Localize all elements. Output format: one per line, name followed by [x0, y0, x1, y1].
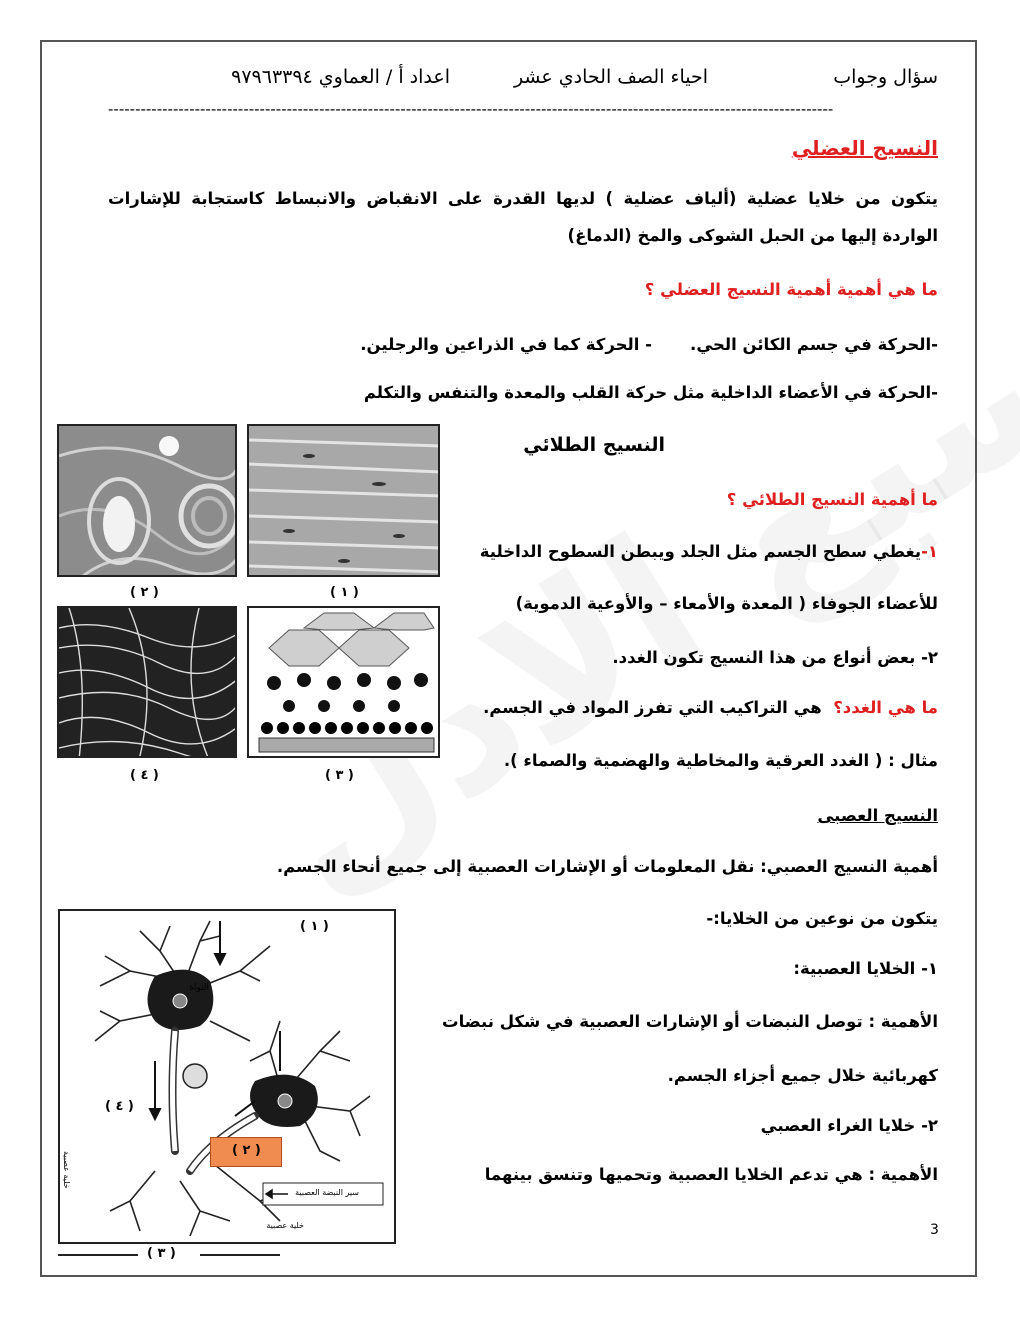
muscle-line2: الواردة إليها من الحبل الشوكى والمخ (الدماغ)	[567, 226, 938, 245]
muscle-tissue-drawing	[249, 426, 440, 577]
page-number: 3	[930, 1222, 939, 1238]
epithelial-point1-number: ١-	[921, 542, 938, 561]
neuron-label-1: ( ١ )	[300, 919, 329, 934]
glands-answer: هي التراكيب التي تفرز المواد في الجسم.	[483, 698, 822, 717]
bone-tissue-drawing	[59, 426, 237, 577]
nervous-importance: أهمية النسيج العصبي: نقل المعلومات أو الإشارات العصبية إلى جميع أنحاء الجسم.	[276, 857, 938, 876]
epithelial-point2: ٢- بعض أنواع من هذا النسيج تكون الغدد.	[612, 648, 938, 667]
glands-line	[483, 698, 938, 717]
impulse-label: سير النبضة العصبية	[295, 1188, 359, 1197]
muscle-title: النسيج العضلي	[791, 136, 938, 160]
image-muscle-tissue	[247, 424, 440, 577]
neuron-diagram	[58, 909, 396, 1244]
muscle-point2: -الحركة في الأعضاء الداخلية مثل حركة القلب والمعدة والتنفس والتكلم	[363, 383, 938, 402]
neuron-label-3-line-left	[58, 1254, 138, 1256]
muscle-point1b: - الحركة كما في الذراعين والرجلين.	[360, 335, 652, 354]
image-label-1: ( ١ )	[330, 585, 359, 600]
epithelial-point1b: للأعضاء الجوفاء ( المعدة والأمعاء – والأوعية الدموية)	[515, 594, 938, 613]
nervous-type1-importance-b: كهربائية خلال جميع أجزاء الجسم.	[667, 1066, 938, 1085]
nervous-type1: ١- الخلايا العصبية:	[793, 959, 938, 978]
nervous-type2: ٢- خلايا الغراء العصبي	[760, 1116, 938, 1135]
neuron-label-2: ( ٢ )	[232, 1143, 261, 1158]
epithelial-question: ما أهمية النسيج الطلائي ؟	[726, 490, 938, 509]
glands-question: ما هي الغدد؟	[833, 698, 938, 717]
epithelial-tissue-drawing	[249, 608, 440, 758]
epithelial-title: النسيج الطلائي	[523, 434, 665, 456]
neuron-label-3-line-right	[200, 1254, 280, 1256]
nervous-title: النسيج العصبى	[817, 806, 938, 825]
cell-left-label: خلية عصبية	[62, 1151, 71, 1189]
header-left: سؤال وجواب	[833, 66, 938, 88]
image-connective-tissue	[57, 606, 237, 758]
cell-bottom-label: خلية عصبية	[266, 1221, 304, 1230]
header-center: احياء الصف الحادي عشر	[513, 66, 708, 88]
image-bone-tissue	[57, 424, 237, 577]
nervous-consists: يتكون من نوعين من الخلايا:-	[706, 909, 938, 928]
epithelial-point1a-text: يغطي سطح الجسم مثل الجلد ويبطن السطوح الداخلية	[479, 542, 922, 561]
muscle-line1: يتكون من خلايا عضلية (ألياف عضلية ) لديها القدرة على الانقباض والانبساط كاستجابة للإشارات	[108, 189, 938, 208]
header-separator: --------------------------------------------------------------------------------------------------------------------------------------	[108, 100, 834, 118]
nucleus-label: النواة	[189, 983, 209, 993]
image-label-4: ( ٤ )	[130, 768, 159, 783]
header-right: اعداد أ / العماوي ٩٧٩٦٣٣٩٤	[231, 66, 450, 88]
image-epithelial-tissue	[247, 606, 440, 758]
nervous-type1-importance-a: الأهمية : توصل النبضات أو الإشارات العصبية في شكل نبضات	[442, 1012, 938, 1031]
image-label-3: ( ٣ )	[325, 768, 354, 783]
connective-tissue-drawing	[59, 608, 237, 758]
muscle-point1a: -الحركة في جسم الكائن الحي.	[690, 335, 938, 354]
neuron-label-4: ( ٤ )	[105, 1099, 134, 1114]
nervous-type2-importance: الأهمية : هي تدعم الخلايا العصبية وتحميها وتنسق بينهما	[484, 1165, 938, 1184]
neuron-label-3: ( ٣ )	[147, 1246, 176, 1261]
image-label-2: ( ٢ )	[130, 585, 159, 600]
epithelial-point1a	[480, 542, 938, 561]
muscle-question: ما هي أهمية أهمية النسيج العضلي ؟	[644, 280, 938, 299]
glands-example: مثال : ( الغدد العرقية والمخاطية والهضمية والصماء ).	[503, 751, 938, 770]
